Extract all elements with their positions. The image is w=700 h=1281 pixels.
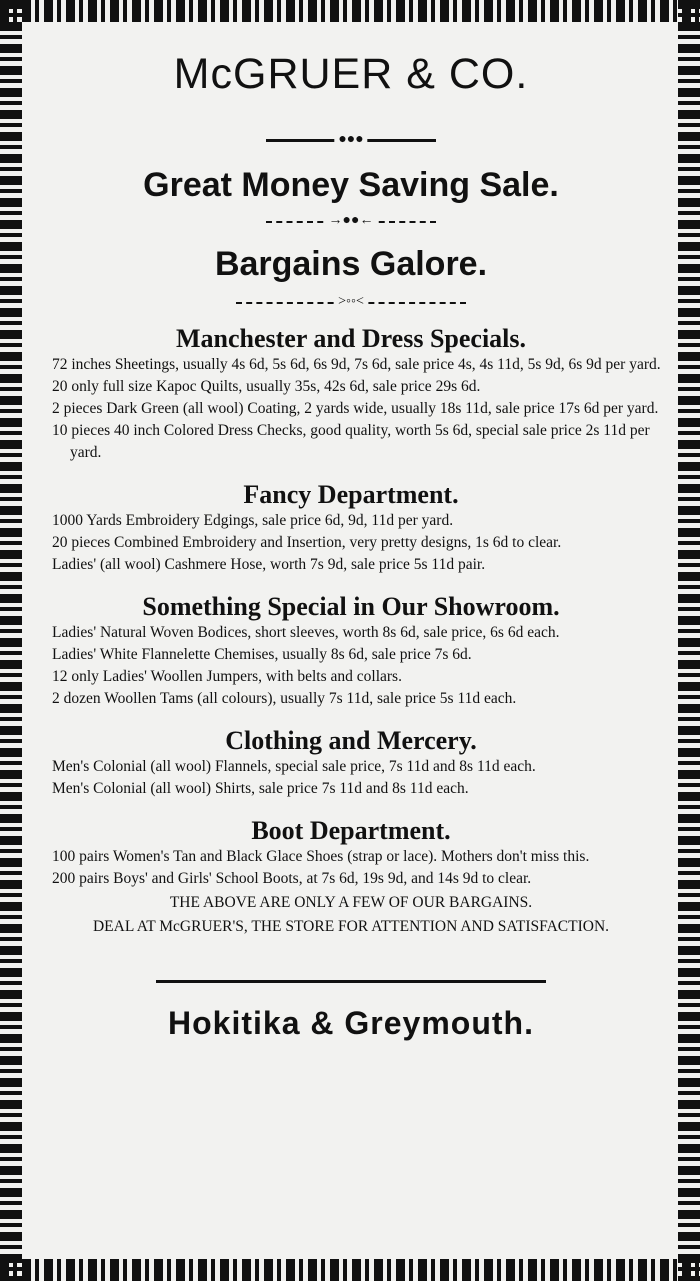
ornament-icon: >◦◦< xyxy=(334,295,368,309)
ornament-icon: →●●← xyxy=(325,214,378,228)
list-item: Ladies' White Flannelette Chemises, usually 8s 6d, sale price 7s 6d. xyxy=(52,646,472,663)
divider-rule xyxy=(266,132,436,147)
section-boot xyxy=(34,816,668,890)
store-name: McGRUER & CO. xyxy=(173,50,529,98)
list-item: 10 pieces 40 inch Colored Dress Checks, good quality, worth 5s 6d, special sale price 2s 11d per yard. xyxy=(52,422,650,461)
ornament-icon: ●●● xyxy=(334,133,367,147)
section-title: Something Special in Our Showroom. xyxy=(142,592,560,621)
section-showroom xyxy=(34,592,668,710)
list-item: 12 only Ladies' Woollen Jumpers, with belts and collars. xyxy=(52,668,402,685)
list-item: Men's Colonial (all wool) Flannels, special sale price, 7s 11d and 8s 11d each. xyxy=(52,758,536,775)
border-right xyxy=(678,0,700,1281)
section-title: Boot Department. xyxy=(251,816,451,845)
divider-rule xyxy=(236,294,466,309)
border-bottom xyxy=(0,1259,700,1281)
advertisement xyxy=(34,30,668,1251)
section-title: Manchester and Dress Specials. xyxy=(175,324,527,353)
border-top xyxy=(0,0,700,22)
list-item: 20 only full size Kapoc Quilts, usually 35s, 42s 6d, sale price 29s 6d. xyxy=(52,378,481,395)
list-item: 1000 Yards Embroidery Edgings, sale price 6d, 9d, 11d per yard. xyxy=(52,512,454,529)
footer-locations: Hokitika & Greymouth. xyxy=(168,1005,534,1041)
list-item: 20 pieces Combined Embroidery and Insertion, very pretty designs, 1s 6d to clear. xyxy=(52,534,562,551)
divider-rule xyxy=(266,213,436,228)
list-item: 2 dozen Woollen Tams (all colours), usually 7s 11d, sale price 5s 11d each. xyxy=(52,690,517,707)
section-manchester xyxy=(34,324,668,464)
section-fancy xyxy=(34,480,668,576)
section-title: Fancy Department. xyxy=(243,480,459,509)
sale-headline: Great Money Saving Sale. xyxy=(143,166,559,204)
divider-rule xyxy=(156,980,546,983)
closing-line: DEAL AT McGRUER'S, THE STORE FOR ATTENTION AND SATISFACTION. xyxy=(92,918,610,935)
sub-headline: Bargains Galore. xyxy=(214,245,488,283)
section-clothing xyxy=(34,726,668,800)
list-item: 2 pieces Dark Green (all wool) Coating, 2 yards wide, usually 18s 11d, sale price 17s 6d per yard. xyxy=(52,400,659,417)
list-item: Ladies' Natural Woven Bodices, short sleeves, worth 8s 6d, sale price, 6s 6d each. xyxy=(52,624,560,641)
list-item: 200 pairs Boys' and Girls' School Boots, at 7s 6d, 19s 9d, and 14s 9d to clear. xyxy=(52,870,532,887)
list-item: Men's Colonial (all wool) Shirts, sale price 7s 11d and 8s 11d each. xyxy=(52,780,469,797)
closing-line: THE ABOVE ARE ONLY A FEW OF OUR BARGAINS. xyxy=(169,894,533,911)
list-item: Ladies' (all wool) Cashmere Hose, worth 7s 9d, sale price 5s 11d pair. xyxy=(52,556,486,573)
list-item: 100 pairs Women's Tan and Black Glace Shoes (strap or lace). Mothers don't miss this. xyxy=(52,848,590,865)
list-item: 72 inches Sheetings, usually 4s 6d, 5s 6d, 6s 9d, 7s 6d, sale price 4s, 4s 11d, 5s 9d, 6s 9d per yard. xyxy=(52,356,661,373)
section-title: Clothing and Mercery. xyxy=(225,726,477,755)
border-left xyxy=(0,0,22,1281)
